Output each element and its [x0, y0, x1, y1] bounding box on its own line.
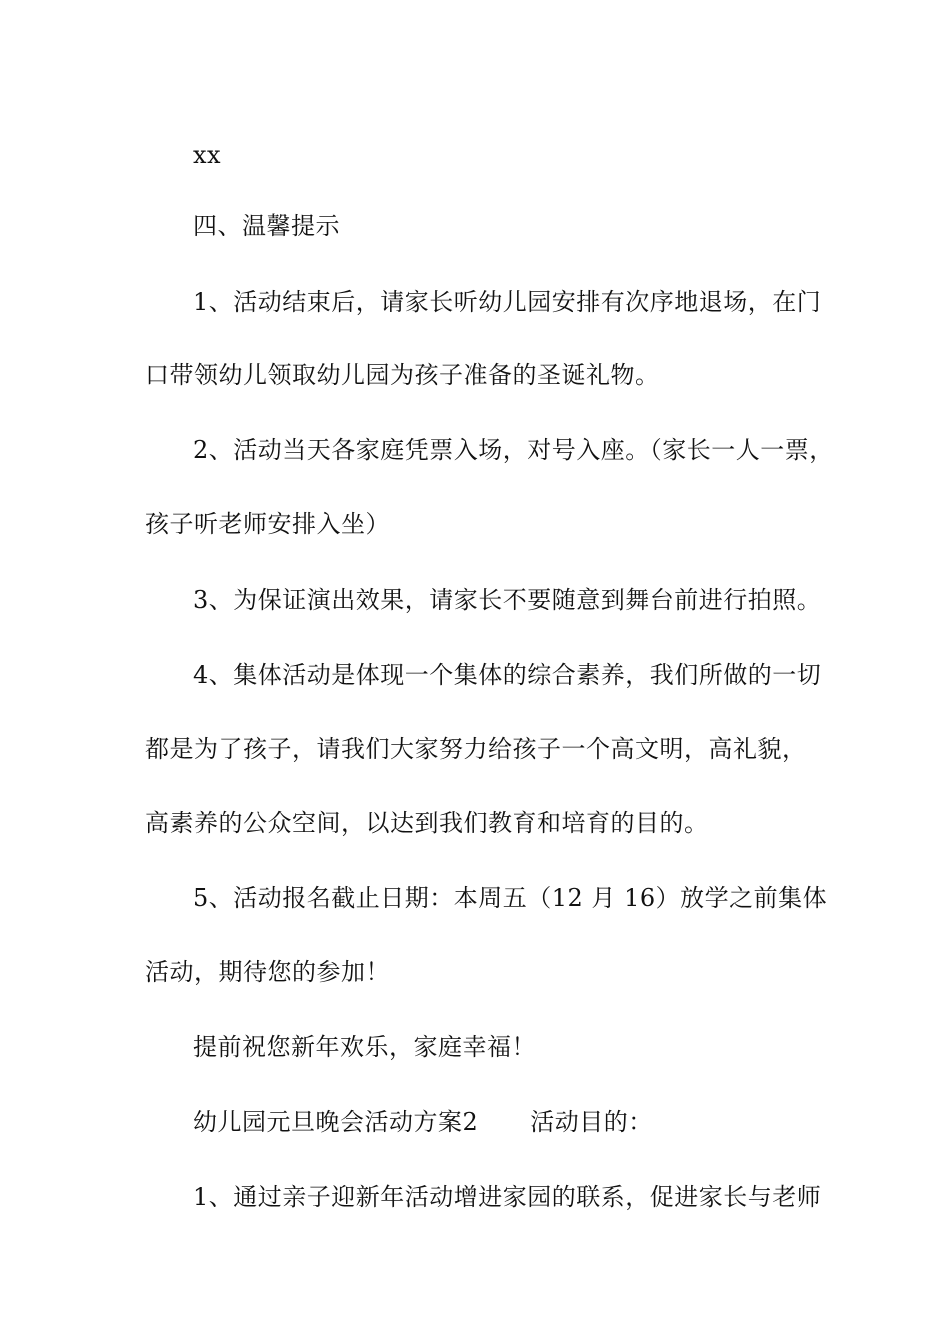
plan-title-line: [193, 1107, 653, 1137]
paragraph-line: 活动，期待您的参加！: [145, 958, 390, 986]
closing-greeting: 提前祝您新年欢乐，家庭幸福！: [193, 1033, 536, 1061]
paragraph-line: 孩子听老师安排入坐）: [145, 510, 390, 538]
paragraph-line: 口带领幼儿领取幼儿园为孩子准备的圣诞礼物。: [145, 361, 660, 389]
paragraph-line: 1、活动结束后，请家长听幼儿园安排有次序地退场，在门: [193, 288, 822, 316]
paragraph-line: 都是为了孩子，请我们大家努力给孩子一个高文明，高礼貌，: [145, 735, 807, 763]
paragraph-line: 2、活动当天各家庭凭票入场，对号入座。（家长一人一票，: [193, 436, 834, 464]
paragraph-line: 高素养的公众空间，以达到我们教育和培育的目的。: [145, 809, 709, 837]
paragraph-line: 5、活动报名截止日期：本周五（12 月 16）放学之前集体: [193, 884, 828, 912]
plan-title: 幼儿园元旦晚会活动方案2: [193, 1108, 479, 1136]
section-heading-purpose: 活动目的：: [530, 1108, 653, 1136]
paragraph-line: 3、为保证演出效果，请家长不要随意到舞台前进行拍照。: [193, 586, 822, 614]
section-heading-tips: 四、温馨提示: [193, 212, 340, 240]
paragraph-line: 4、集体活动是体现一个集体的综合素养，我们所做的一切: [193, 661, 822, 689]
paragraph-line: 1、通过亲子迎新年活动增进家园的联系，促进家长与老师: [193, 1183, 822, 1211]
signature-text: xx: [193, 141, 222, 169]
